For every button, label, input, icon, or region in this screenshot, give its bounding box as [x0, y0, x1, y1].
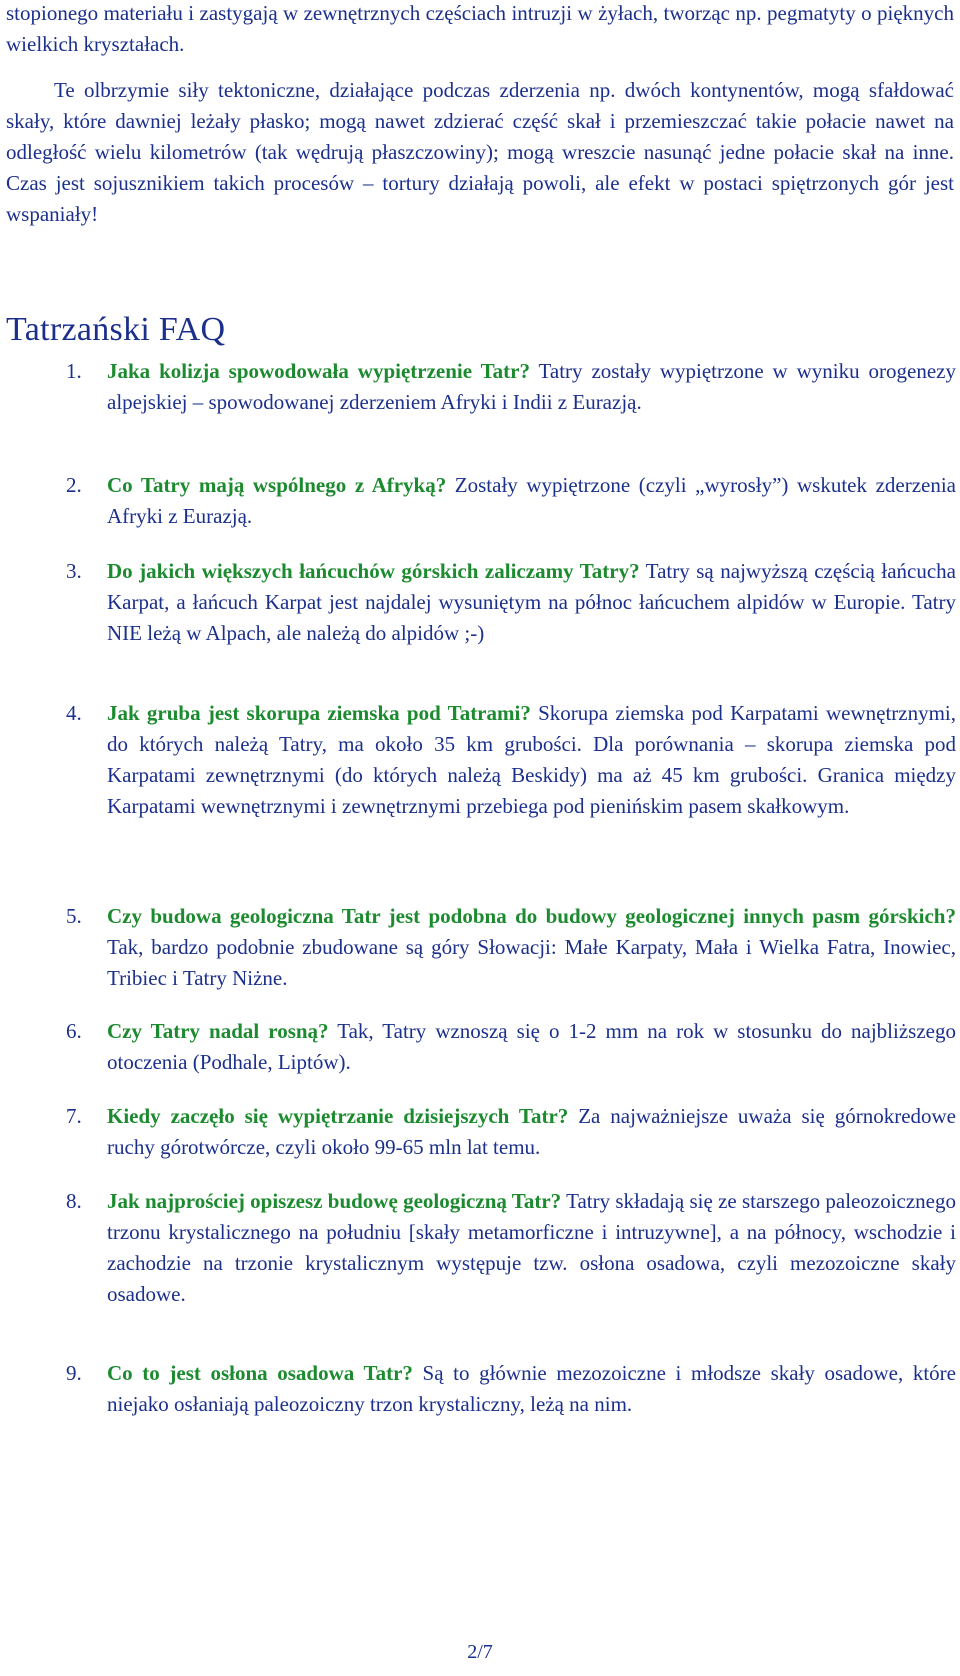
faq-item-text [107, 698, 956, 822]
faq-answer: Za najważniejsze uważa się górnokredowe ruchy górotwórcze, czyli około 99-65 mln lat temu. [107, 1104, 956, 1159]
faq-item-number: 7. [66, 1104, 82, 1128]
faq-answer: Zostały wypiętrzone (czyli „wyrosły”) wskutek zderzenia Afryki z Eurazją. [107, 473, 957, 528]
faq-item-number: 3. [66, 559, 82, 583]
faq-question: Co to jest osłona osadowa Tatr? [107, 1361, 413, 1385]
faq-answer: Tak, bardzo podobnie zbudowane są góry Słowacji: Małe Karpaty, Mała i Wielka Fatra, Inowiec, Tribiec i Tatry Niżne. [107, 935, 956, 990]
page-number: 2/7 [467, 1641, 493, 1663]
faq-answer: Tatry składają się ze starszego paleozoicznego trzonu krystalicznego na południu [skały metamorficzne i intruzywne], a na północy, wschodzie i zachodzie na trzonie krystalicznym występuje tzw. osłona osadowa, czyli mezozoiczne skały osadowe. [107, 1189, 956, 1306]
faq-item-text [107, 1186, 956, 1310]
faq-question: Do jakich większych łańcuchów górskich zaliczamy Tatry? [107, 559, 640, 583]
faq-question: Jak najprościej opiszesz budowę geologiczną Tatr? [107, 1189, 562, 1213]
faq-answer: Są to głównie mezozoiczne i młodsze skały osadowe, które niejako osłaniają paleozoiczny trzon krystaliczny, leżą na nim. [107, 1361, 956, 1416]
faq-item-number: 1. [66, 359, 82, 383]
faq-question: Co Tatry mają wspólnego z Afryką? [107, 473, 447, 497]
faq-question: Jak gruba jest skorupa ziemska pod Tatrami? [107, 701, 531, 725]
faq-item-number: 4. [66, 701, 82, 725]
faq-item-number: 8. [66, 1189, 82, 1213]
faq-item-text [107, 901, 956, 994]
intro-paragraph: Te olbrzymie siły tektoniczne, działające podczas zderzenia np. dwóch kontynentów, mogą sfałdować skały, które dawniej leżały płasko; mogą nawet zdzierać część skał i przemieszczać takie połacie nawet na odległość wielu kilometrów (tak wędrują płaszczowiny); mogą wreszcie nasunąć jedne połacie skał na inne. Czas jest sojusznikiem takich procesów – tortury działają powoli, ale efekt w postaci spiętrzonych gór jest wspaniały! [6, 78, 954, 226]
faq-question: Czy budowa geologiczna Tatr jest podobna do budowy geologicznej innych pasm górskich? [107, 904, 956, 928]
faq-answer: Tak, Tatry wznoszą się o 1-2 mm na rok w stosunku do najbliższego otoczenia (Podhale, Liptów). [107, 1019, 956, 1074]
faq-item-text [107, 1358, 956, 1420]
faq-item-text [107, 1101, 956, 1163]
faq-item-number: 6. [66, 1019, 82, 1043]
faq-question: Kiedy zaczęło się wypiętrzanie dzisiejszych Tatr? [107, 1104, 569, 1128]
faq-answer: Tatry zostały wypiętrzone w wyniku orogenezy alpejskiej – spowodowanej zderzeniem Afryki i Indii z Eurazją. [107, 359, 956, 414]
faq-answer: Skorupa ziemska pod Karpatami wewnętrznymi, do których należą Tatry, ma około 35 km grubości. Dla porównania – skorupa ziemska pod Karpatami zewnętrznymi (do których należą Beskidy) ma aż 45 km grubości. Granica między Karpatami wewnętrznymi i zewnętrznymi przebiega pod pienińskim pasem skałkowym. [107, 701, 957, 818]
faq-answer: Tatry są najwyższą częścią łańcucha Karpat, a łańcuch Karpat jest najdalej wysuniętym na północ łańcuchem alpidów w Europie. Tatry NIE leżą w Alpach, ale należą do alpidów ;-) [107, 559, 956, 645]
page-number-footer [0, 1641, 960, 1664]
faq-item-text [107, 556, 956, 649]
faq-question: Jaka kolizja spowodowała wypiętrzenie Tatr? [107, 359, 530, 383]
faq-item-number: 5. [66, 904, 82, 928]
faq-item-text [107, 470, 956, 532]
faq-item-number: 2. [66, 473, 82, 497]
faq-heading: Tatrzański FAQ [6, 311, 226, 348]
faq-item-text [107, 1016, 956, 1078]
faq-item-number: 9. [66, 1361, 82, 1385]
intro-continuation: stopionego materiału i zastygają w zewnętrznych częściach intruzji w żyłach, tworząc np. pegmatyty o pięknych wielkich kryształach. [6, 1, 954, 56]
faq-item-text [107, 356, 956, 418]
faq-question: Czy Tatry nadal rosną? [107, 1019, 329, 1043]
